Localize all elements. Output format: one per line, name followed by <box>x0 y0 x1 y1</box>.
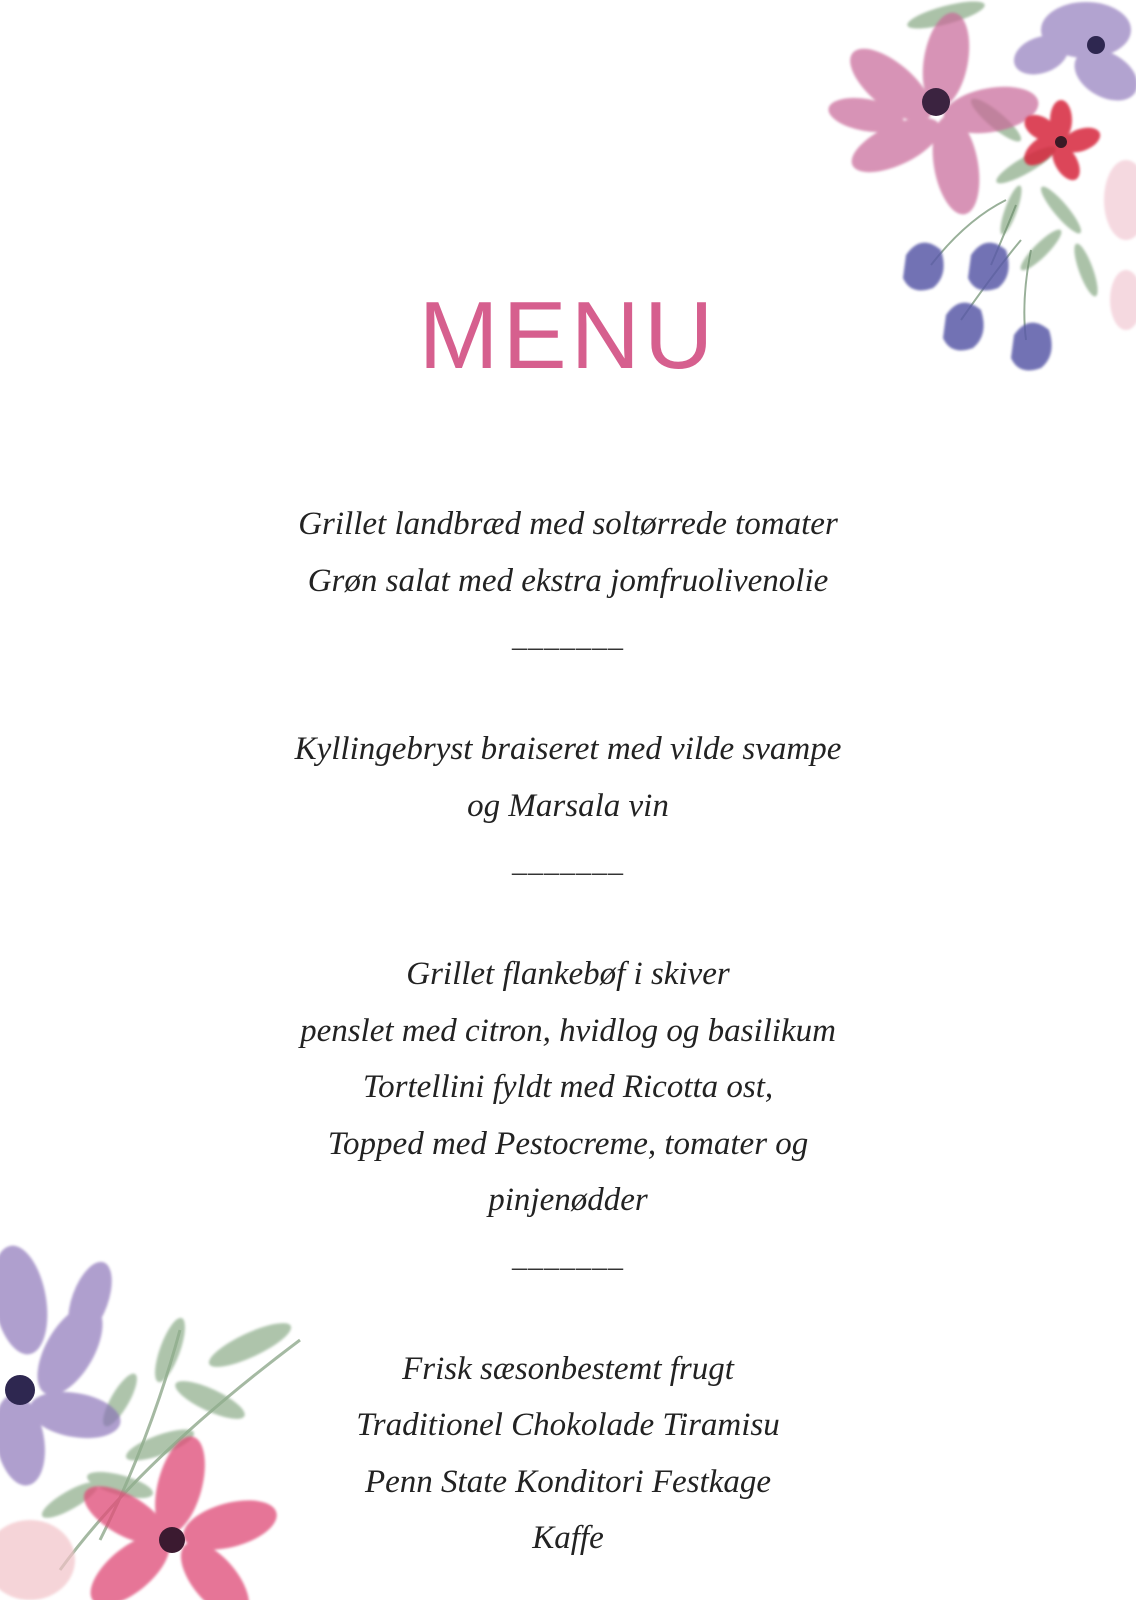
menu-item: Kaffe <box>532 1520 604 1556</box>
menu-item: pinjenødder <box>488 1182 648 1218</box>
course-dessert <box>0 1341 1136 1567</box>
menu-item: Grillet flankebøf i skiver <box>406 956 730 992</box>
course-main-steak <box>0 946 1136 1229</box>
flower-center <box>922 88 950 116</box>
menu-item: Topped med Pestocreme, tomater og <box>327 1125 809 1162</box>
course-starters <box>0 496 1136 609</box>
menu-item: Traditionel Chokolade Tiramisu <box>356 1407 780 1443</box>
course-separator: _______ <box>512 620 624 653</box>
menu-item: Kyllingebryst braiseret med vilde svampe <box>294 731 842 767</box>
menu-item: penslet med citron, hvidlog og basilikum <box>300 1012 836 1049</box>
course-separator: _______ <box>512 1239 624 1273</box>
menu-item: Grøn salat med ekstra jomfruolivenolie <box>307 562 829 599</box>
menu-item: Penn State Konditori Festkage <box>364 1463 771 1500</box>
menu-item: Tortellini fyldt med Ricotta ost, <box>362 1069 774 1105</box>
menu-item: Grillet landbræd med soltørrede tomater <box>298 506 838 542</box>
menu-body <box>0 496 1136 1567</box>
course-main-chicken <box>0 721 1136 834</box>
menu-item: Frisk sæsonbestemt frugt <box>402 1350 734 1387</box>
menu-title: MENU <box>418 282 718 389</box>
menu-item: og Marsala vin <box>467 787 669 824</box>
course-separator: _______ <box>512 845 624 878</box>
